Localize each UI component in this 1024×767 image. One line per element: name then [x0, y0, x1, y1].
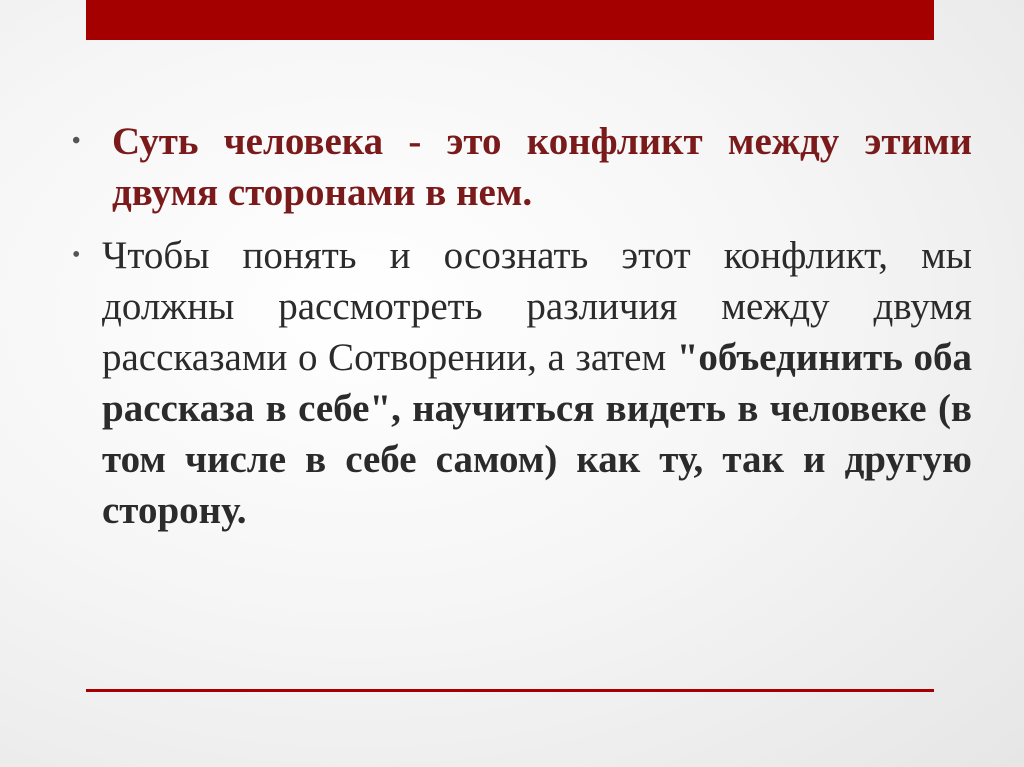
bullet-text-2-regular: Чтобы понять и осознать этот конфликт, мы должны рассмотреть различия между двумя рассказами о Сотворении, а затем [102, 234, 972, 379]
bullet-text-1: Суть человека - это конфликт между этими двумя сторонами в нем. [112, 120, 972, 214]
bullet-icon: • [72, 242, 81, 268]
bullet-item-1 [72, 116, 972, 218]
top-accent-bar [86, 0, 934, 40]
slide-body [72, 116, 972, 536]
bullet-text-2-bold: "объединить оба рассказа в себе", научиться видеть в человеке (в том числе в себе самом) как ту, так и другую сторону. [102, 336, 972, 532]
bullet-icon: • [72, 128, 81, 154]
bottom-divider [86, 689, 934, 692]
bullet-item-2 [72, 230, 972, 536]
bullet-text-2 [102, 230, 972, 536]
